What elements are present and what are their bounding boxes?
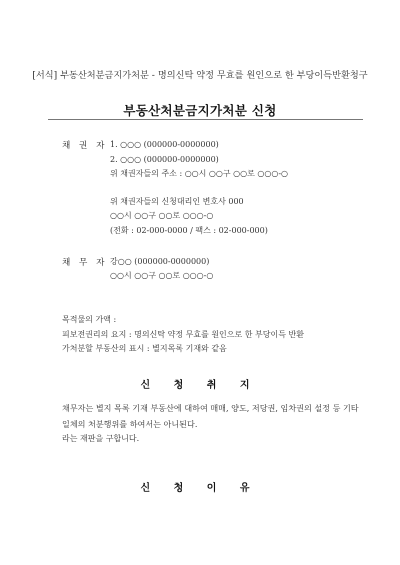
form-header-title: [서식] 부동산처분금지가처분 - 명의신탁 약정 무효를 원인으로 한 부당이득반환청구 [32, 70, 368, 81]
claim-value: 목적물의 가액 : [62, 315, 117, 324]
title-underline [48, 119, 363, 120]
purpose-body: 채무자는 별지 목록 기재 부동산에 대하여 매매, 양도, 저당권, 임차권의 설정 등 기타 일체의 처분행위를 하여서는 아니된다. [62, 403, 359, 429]
claim-basis: 피보전권리의 요지 : 명의신탁 약정 무효를 원인으로 한 부당이득 반환 [62, 330, 304, 339]
creditor-attorney: 위 채권자들의 신청대리인 변호사 000 [110, 197, 244, 206]
purpose-heading: 신 청 취 지 [140, 380, 260, 391]
document-title: 부동산처분금지가처분 신청 [123, 103, 277, 118]
creditor-line: 1. ○○○ (000000-0000000) [110, 140, 219, 149]
attorney-contact: (전화 : 02-000-0000 / 팩스 : 02-000-000) [110, 226, 268, 235]
creditor-line: 2. ○○○ (000000-0000000) [110, 155, 219, 164]
reasons-heading: 신 청 이 유 [140, 483, 260, 494]
debtor-address: ○○시 ○○구 ○○로 ○○○-○ [110, 271, 214, 280]
creditor-label: 채 권 자 [62, 141, 108, 151]
creditor-address: 위 채권자들의 주소 : ○○시 ○○구 ○○로 ○○○-○ [110, 169, 289, 178]
debtor-name: 강○○ (000000-0000000) [110, 257, 210, 266]
purpose-closing: 라는 재판을 구합니다. [62, 434, 140, 443]
claim-property: 가처분할 부동산의 표시 : 별지목록 기재와 같음 [62, 344, 227, 353]
debtor-label: 채 무 자 [62, 258, 108, 268]
attorney-address: ○○시 ○○구 ○○로 ○○○-○ [110, 211, 214, 220]
